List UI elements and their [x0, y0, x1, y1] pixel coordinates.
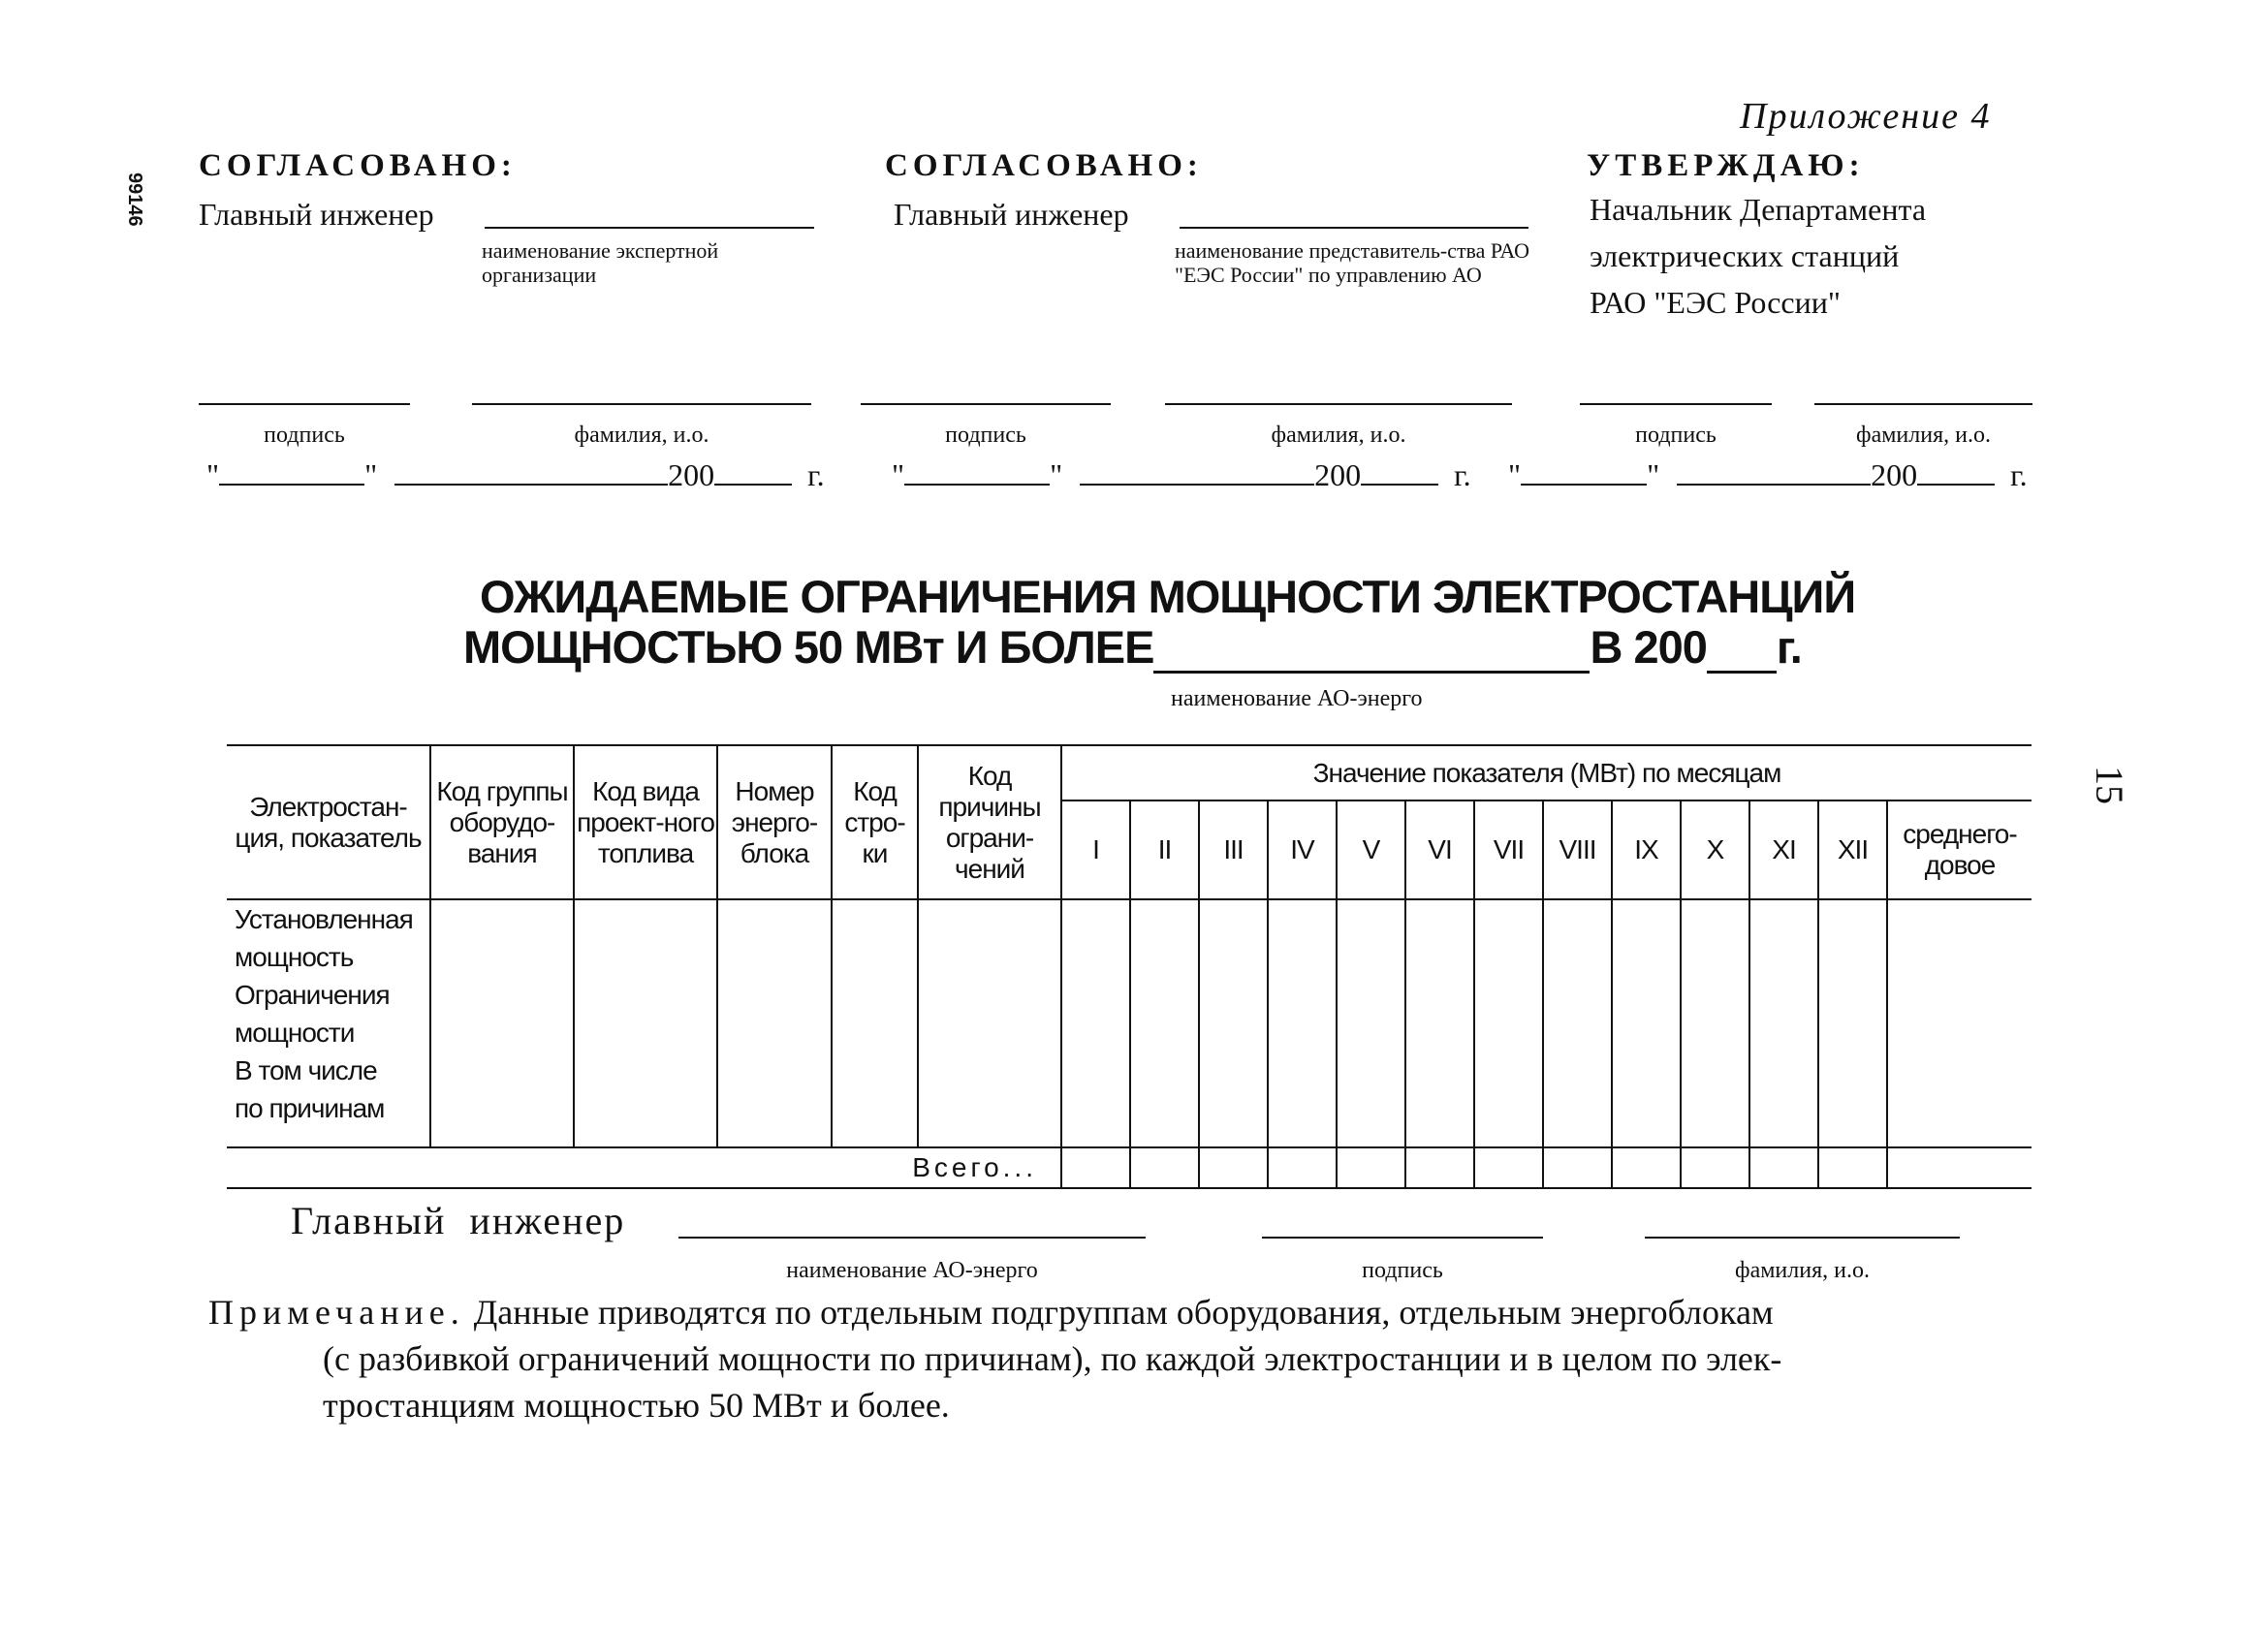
cell-annual[interactable] — [1887, 899, 2032, 1147]
month-header: IV — [1268, 800, 1337, 899]
approval-3-year-prefix: 200 — [1871, 457, 1918, 492]
approval-2-signature-caption: подпись — [945, 423, 1026, 448]
cell-total-month[interactable] — [1681, 1147, 1749, 1188]
approval-2-date-open-quote: " — [892, 457, 905, 492]
cell-month[interactable] — [1268, 899, 1337, 1147]
approval-1-rank: Главный инженер — [199, 197, 434, 232]
cell-month[interactable] — [1818, 899, 1887, 1147]
footer-signature-line — [1262, 1237, 1543, 1239]
footer-name-caption: фамилия, и.о. — [1735, 1258, 1870, 1283]
cell-total-month[interactable] — [1474, 1147, 1543, 1188]
approval-1-name-line — [472, 403, 811, 405]
cell-total-month[interactable] — [1061, 1147, 1130, 1188]
cell-fuel-code[interactable] — [574, 899, 717, 1147]
approval-2-signature-line — [861, 403, 1111, 405]
col-header-block-number: Номер энерго-блока — [717, 746, 832, 899]
cell-month[interactable] — [1337, 899, 1405, 1147]
note — [208, 1289, 1781, 1428]
month-header: II — [1130, 800, 1199, 899]
row-label-by-reasons-line-2: по причинам — [235, 1093, 385, 1123]
approval-3-heading: УТВЕРЖДАЮ: — [1587, 148, 1865, 183]
footer-org-line — [678, 1237, 1146, 1239]
cell-total-month[interactable] — [1405, 1147, 1474, 1188]
note-line-1 — [208, 1289, 1781, 1335]
form-title-line-1: ОЖИДАЕМЫЕ ОГРАНИЧЕНИЯ МОЩНОСТИ ЭЛЕКТРОСТАНЦИЙ — [480, 571, 1856, 622]
row-label-by-reasons-line-1: В том числе — [235, 1055, 377, 1085]
approval-2-org-line — [1180, 227, 1528, 229]
approval-2-org-caption: наименование представитель-ства РАО "ЕЭС России" по управлению АО — [1175, 238, 1530, 287]
approval-1-name-caption: фамилия, и.о. — [574, 423, 709, 448]
energy-company-caption: наименование АО-энерго — [1171, 686, 1423, 711]
side-number: 99146 — [124, 173, 145, 227]
approval-1-date-open-quote: " — [206, 457, 220, 492]
cell-total-month[interactable] — [1749, 1147, 1818, 1188]
annual-header: среднего-довое — [1887, 800, 2032, 899]
cell-month[interactable] — [1405, 899, 1474, 1147]
approval-3-position-line-1: Начальник Департамента — [1590, 192, 1927, 227]
footer-rank: Главный инженер — [291, 1199, 626, 1242]
approval-2-heading: СОГЛАСОВАНО: — [885, 148, 1203, 183]
approval-2-year-suffix: г. — [1454, 457, 1471, 492]
approval-3-name-line — [1814, 403, 2032, 405]
cell-total-month[interactable] — [1268, 1147, 1337, 1188]
month-header: VIII — [1543, 800, 1612, 899]
note-label: Примечание. — [208, 1293, 465, 1332]
approval-1-heading: СОГЛАСОВАНО: — [199, 148, 517, 183]
approval-2-date-close-quote: " — [1050, 457, 1063, 492]
note-line-2: (с разбивкой ограничений мощности по причинам), по каждой электростанции и в целом по элек- — [323, 1339, 1782, 1378]
row-label-installed-line-2: мощность — [235, 942, 354, 972]
footer-name-line — [1645, 1237, 1960, 1239]
footer-org-caption: наименование АО-энерго — [786, 1258, 1038, 1283]
cell-month[interactable] — [1474, 899, 1543, 1147]
approval-2-name-line — [1165, 403, 1512, 405]
month-header: X — [1681, 800, 1749, 899]
month-header: VI — [1405, 800, 1474, 899]
row-label-installed-line-1: Установленная — [235, 904, 413, 934]
annex-label: Приложение 4 — [1740, 96, 1992, 137]
row-label-limits-line-1: Ограничения — [235, 980, 390, 1010]
approval-1-year-prefix: 200 — [668, 457, 715, 492]
cell-line-code[interactable] — [832, 899, 918, 1147]
approval-1-signature-caption: подпись — [264, 423, 345, 448]
cell-block-number[interactable] — [717, 899, 832, 1147]
cell-total-month[interactable] — [1612, 1147, 1681, 1188]
month-header: XII — [1818, 800, 1887, 899]
footer-signature-caption: подпись — [1362, 1258, 1443, 1283]
approval-3-signature-line — [1580, 403, 1772, 405]
total-row — [227, 1147, 2032, 1188]
cell-total-month[interactable] — [1818, 1147, 1887, 1188]
cell-total-month[interactable] — [1337, 1147, 1405, 1188]
month-header: VII — [1474, 800, 1543, 899]
form-title-year: В 200 — [1590, 621, 1707, 673]
row-label-limits-line-2: мощности — [235, 1018, 355, 1048]
month-header: III — [1199, 800, 1268, 899]
approval-2-name-caption: фамилия, и.о. — [1271, 423, 1406, 448]
page-number: 15 — [2088, 766, 2131, 804]
approval-2-date — [892, 457, 1471, 493]
cell-month[interactable] — [1543, 899, 1612, 1147]
table-body-row — [227, 899, 2032, 1147]
cell-total-month[interactable] — [1130, 1147, 1199, 1188]
approval-1-date-close-quote: " — [364, 457, 378, 492]
col-header-group-code: Код группы оборудо-вания — [430, 746, 574, 899]
cell-reason-code[interactable] — [918, 899, 1061, 1147]
note-line-3: тростанциям мощностью 50 МВт и более. — [323, 1386, 950, 1425]
row-labels — [227, 899, 430, 1147]
form-title-suffix: г. — [1776, 621, 1802, 673]
approval-3-date — [1508, 457, 2028, 493]
approval-1-org-line — [485, 227, 814, 229]
approval-3-position-line-3: РАО "ЕЭС России" — [1590, 285, 1841, 320]
approval-2-year-prefix: 200 — [1314, 457, 1362, 492]
approval-2-rank: Главный инженер — [894, 197, 1129, 232]
approval-1-year-suffix: г. — [807, 457, 825, 492]
months-header: Значение показателя (МВт) по месяцам — [1061, 746, 2032, 800]
cell-month[interactable] — [1061, 899, 1130, 1147]
approval-3-year-suffix: г. — [2010, 457, 2028, 492]
approval-3-name-caption: фамилия, и.о. — [1856, 423, 1991, 448]
month-header: I — [1061, 800, 1130, 899]
note-text-1: Данные приводятся по отдельным подгруппам оборудования, отдельным энергоблокам — [473, 1293, 1774, 1332]
approval-1-org-caption: наименование экспертной организации — [482, 238, 719, 287]
approval-1-date — [206, 457, 825, 493]
month-header: IX — [1612, 800, 1681, 899]
cell-total-month[interactable] — [1199, 1147, 1268, 1188]
approval-3-date-close-quote: " — [1647, 457, 1660, 492]
cell-month[interactable] — [1130, 899, 1199, 1147]
month-header: V — [1337, 800, 1405, 899]
month-header: XI — [1749, 800, 1818, 899]
total-label: Всего... — [912, 1152, 1037, 1182]
limits-table — [227, 746, 2032, 1189]
cell-month[interactable] — [1681, 899, 1749, 1147]
col-header-line-code: Код стро-ки — [832, 746, 918, 899]
cell-total-annual[interactable] — [1887, 1147, 2032, 1188]
cell-month[interactable] — [1612, 899, 1681, 1147]
cell-group-code[interactable] — [430, 899, 574, 1147]
col-header-reason-code: Код причины ограни-чений — [918, 746, 1061, 899]
form-title-prefix: МОЩНОСТЬЮ 50 МВт И БОЛЕЕ — [463, 621, 1154, 673]
col-header-fuel-code: Код вида проект-ного топлива — [574, 746, 717, 899]
approval-3-position-line-2: электрических станций — [1590, 238, 1900, 273]
cell-month[interactable] — [1199, 899, 1268, 1147]
cell-month[interactable] — [1749, 899, 1818, 1147]
approval-3-date-open-quote: " — [1508, 457, 1522, 492]
form-title-line-2 — [463, 620, 1802, 674]
approval-1-signature-line — [199, 403, 410, 405]
approval-3-signature-caption: подпись — [1635, 423, 1717, 448]
cell-total-month[interactable] — [1543, 1147, 1612, 1188]
col-header-station: Электростан-ция, показатель — [235, 791, 422, 853]
